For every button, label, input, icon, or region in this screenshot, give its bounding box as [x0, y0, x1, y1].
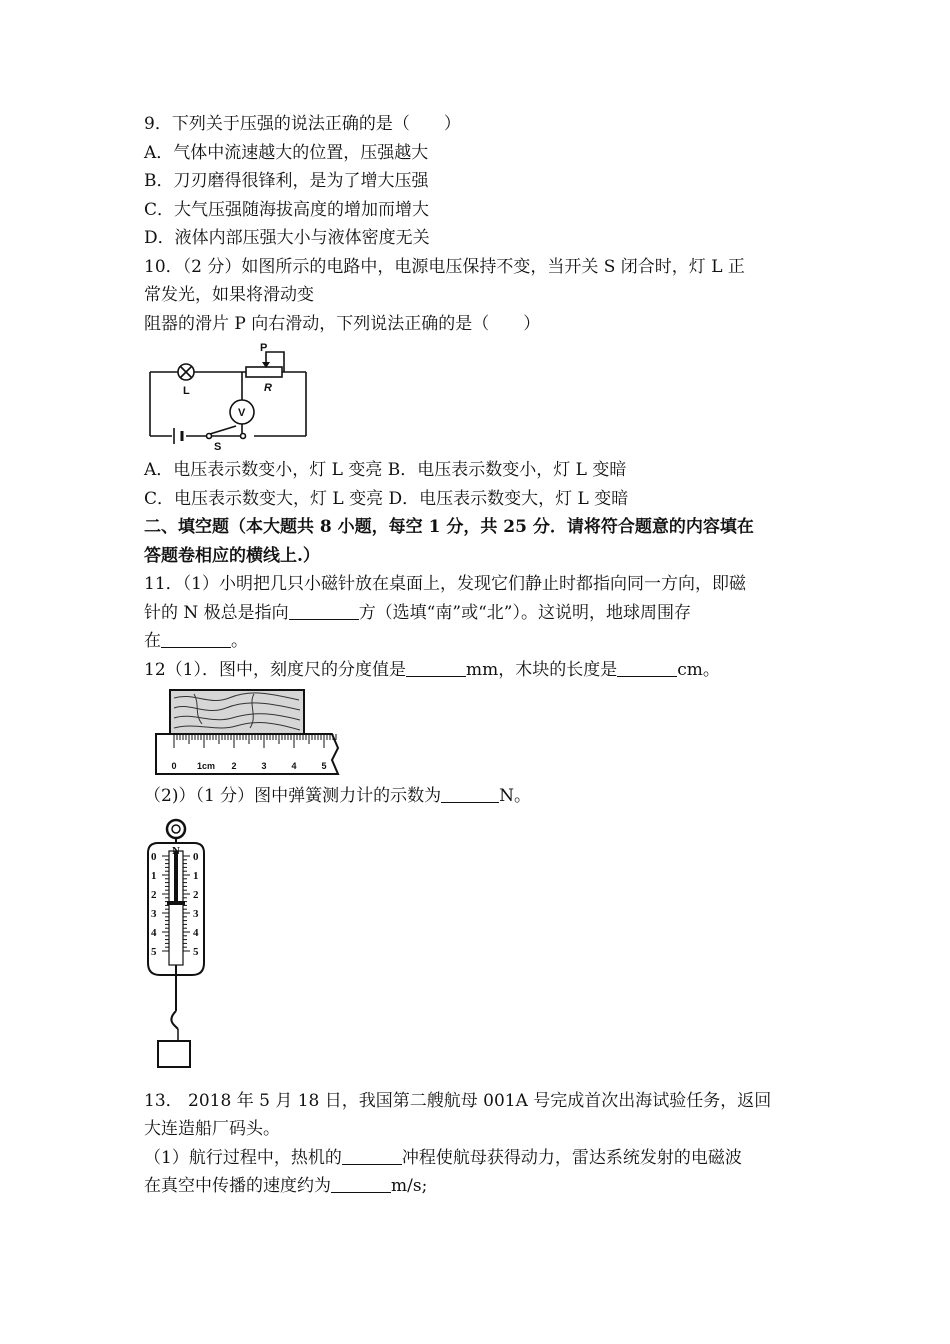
q10-stem-line1: 10．（2 分）如图所示的电路中，电源电压保持不变，当开关 S 闭合时，灯 L 正	[144, 256, 745, 277]
q11-line3-b: 。	[231, 631, 248, 651]
q12-part1-a: 12（1）．图中，刻度尺的分度值是	[144, 659, 406, 680]
scale-pointer	[167, 901, 185, 905]
rheostat-symbol	[246, 367, 282, 377]
q11-line2-b: 方（选填“南”或“北”）。这说明，地球周围存	[358, 602, 691, 623]
ruler-label-0: 0	[171, 761, 177, 771]
scale-label-left-2: 2	[151, 888, 157, 901]
slider-label: P	[260, 342, 268, 354]
q9-option-b: B．刀刃磨得很锋利，是为了增大压强	[144, 171, 429, 191]
answer-blank[interactable]	[617, 659, 677, 677]
scale-label-right-3: 3	[193, 907, 199, 920]
q9-option-a: A．气体中流速越大的位置，压强越大	[144, 142, 429, 163]
q10-options-cd: C．电压表示数变大，灯 L 变亮 D．电压表示数变大，灯 L 变暗	[144, 488, 629, 509]
ruler-label-2: 2	[231, 761, 237, 771]
q10-stem-line2: 常发光，如果将滑动变	[144, 285, 314, 305]
q10-stem-line3: 阻器的滑片 P 向右滑动，下列说法正确的是（ ）	[144, 313, 541, 334]
scale-label-left-4: 4	[151, 926, 157, 939]
voltmeter-label: V	[238, 407, 246, 419]
section2-heading-line1: 二、填空题（本大题共 8 小题，每空 1 分，共 25 分．请将符合题意的内容填在	[144, 517, 754, 537]
wood-block	[170, 690, 304, 734]
scale-label-right-5: 5	[193, 945, 199, 958]
q13-line4-a: 在真空中传播的速度约为	[144, 1176, 331, 1196]
q11-line2	[144, 599, 814, 628]
q13-line4-b: m/s;	[391, 1176, 428, 1196]
circuit-diagram	[146, 342, 326, 454]
q9-option-c: C．大气压强随海拔高度的增加而增大	[144, 199, 430, 220]
ruler-label-5: 5	[321, 761, 327, 771]
ruler-label-4: 4	[291, 761, 297, 771]
q11-line2-a: 针的 N 极总是指向	[144, 602, 289, 623]
q10-options-ab: A．电压表示数变小，灯 L 变亮 B．电压表示数变小，灯 L 变暗	[144, 460, 627, 480]
ruler-label-1: 1cm	[196, 761, 216, 771]
q13-line3-b: 冲程使航母获得动力，雷达系统发射的电磁波	[401, 1147, 742, 1168]
q9-stem: 9．下列关于压强的说法正确的是（ ）	[144, 114, 461, 134]
spring-scale-figure	[144, 815, 214, 1073]
ruler-label-3: 3	[261, 761, 267, 771]
section2-heading-line2: 答题卷相应的横线上.）	[144, 545, 320, 566]
q13-line1: 13． 2018 年 5 月 18 日，我国第二艘航母 001A 号完成首次出海试验任务，返回	[144, 1090, 772, 1111]
answer-blank[interactable]	[161, 630, 231, 648]
q9-option-d: D．液体内部压强大小与液体密度无关	[144, 228, 430, 248]
q12-part2-b: N。	[499, 786, 532, 806]
scale-label-left-5: 5	[151, 945, 157, 958]
battery-symbol	[174, 428, 182, 444]
scale-label-left-0: 0	[151, 850, 157, 863]
exam-page	[144, 110, 814, 1201]
answer-blank[interactable]	[342, 1147, 402, 1165]
answer-blank[interactable]	[406, 659, 466, 677]
scale-label-left-3: 3	[151, 907, 157, 920]
answer-blank[interactable]	[289, 602, 359, 620]
rheostat-label: R	[264, 382, 272, 394]
scale-label-right-0: 0	[193, 850, 199, 863]
q13-line2: 大连造船厂码头。	[144, 1119, 280, 1139]
answer-blank[interactable]	[331, 1175, 391, 1193]
lamp-label: L	[183, 385, 190, 397]
scale-label-right-4: 4	[193, 926, 199, 939]
q12-part2	[144, 782, 814, 811]
q12-part1	[144, 656, 814, 685]
scale-label-left-1: 1	[151, 869, 157, 882]
q12-part1-b: mm，木块的长度是	[465, 659, 618, 680]
q12-part2-a: （2)）（1 分）图中弹簧测力计的示数为	[144, 786, 442, 806]
answer-blank[interactable]	[441, 785, 499, 803]
q11-line3-a: 在	[144, 631, 161, 651]
q11-line1: 11．（1）小明把几只小磁针放在桌面上，发现它们静止时都指向同一方向，即磁	[144, 574, 746, 594]
q11-line3	[144, 627, 814, 656]
q13-line3-a: （1）航行过程中，热机的	[144, 1147, 342, 1168]
scale-label-right-2: 2	[193, 888, 199, 901]
switch-label: S	[214, 441, 222, 453]
scale-label-right-1: 1	[193, 869, 199, 882]
q13-line4	[144, 1172, 814, 1201]
lamp-symbol	[178, 364, 194, 380]
hanging-weight	[158, 1041, 190, 1067]
ruler-figure	[154, 688, 354, 776]
scale-unit: N	[172, 844, 180, 857]
q13-line3	[144, 1144, 814, 1173]
q12-part1-c: cm。	[677, 659, 720, 680]
